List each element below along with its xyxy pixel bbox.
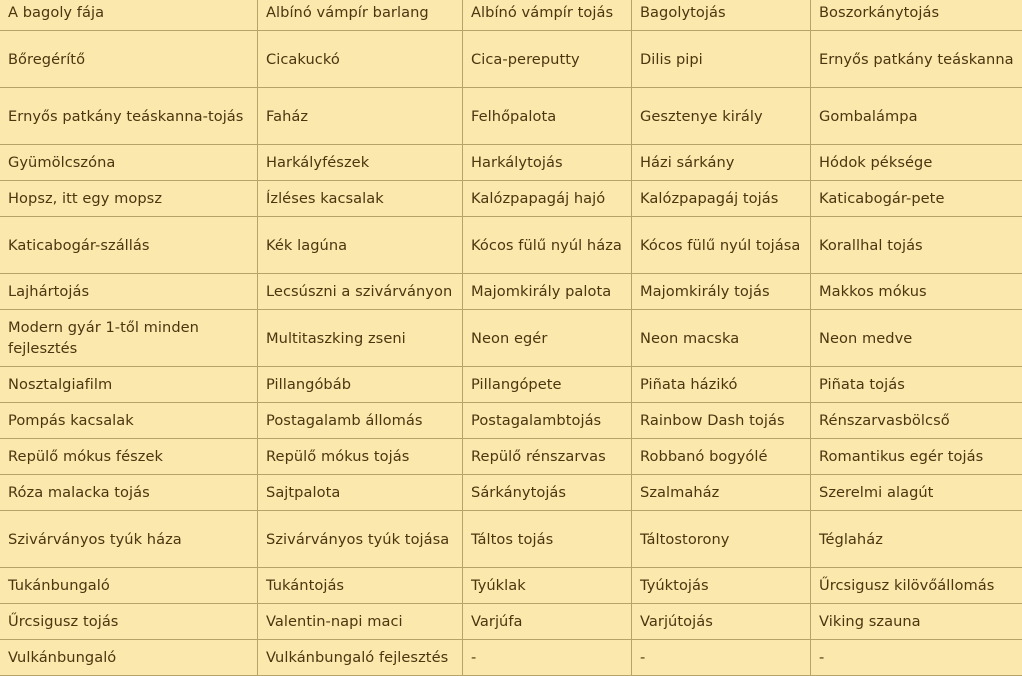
- table-cell: -: [463, 640, 632, 676]
- table-cell: Hopsz, itt egy mopsz: [0, 181, 258, 217]
- table-cell: Lecsúszni a szivárványon: [258, 274, 463, 310]
- table-cell: Sárkánytojás: [463, 475, 632, 511]
- table-cell: Bagolytojás: [632, 0, 811, 31]
- table-cell: Neon medve: [811, 310, 1022, 367]
- table-cell: Varjútojás: [632, 604, 811, 640]
- table-cell: Pompás kacsalak: [0, 403, 258, 439]
- table-cell: Vulkánbungaló: [0, 640, 258, 676]
- table-cell: Tukánbungaló: [0, 568, 258, 604]
- table-cell: Robbanó bogyólé: [632, 439, 811, 475]
- table-cell: Multitaszking zseni: [258, 310, 463, 367]
- table-cell: Vulkánbungaló fejlesztés: [258, 640, 463, 676]
- table-cell: Piñata tojás: [811, 367, 1022, 403]
- table-cell: Postagalambtojás: [463, 403, 632, 439]
- table-cell: Bőregérítő: [0, 31, 258, 88]
- table-cell: Hódok péksége: [811, 145, 1022, 181]
- table-cell: Kék lagúna: [258, 217, 463, 274]
- table-cell: Házi sárkány: [632, 145, 811, 181]
- table-cell: Korallhal tojás: [811, 217, 1022, 274]
- table-cell: Pillangópete: [463, 367, 632, 403]
- table-cell: Repülő rénszarvas: [463, 439, 632, 475]
- table-cell: Ízléses kacsalak: [258, 181, 463, 217]
- table-cell: Táltostorony: [632, 511, 811, 568]
- table-cell: Kócos fülű nyúl háza: [463, 217, 632, 274]
- table-cell: Majomkirály tojás: [632, 274, 811, 310]
- table-cell: Faház: [258, 88, 463, 145]
- table-cell: Szerelmi alagút: [811, 475, 1022, 511]
- table-row: [0, 274, 1022, 310]
- table-cell: Téglaház: [811, 511, 1022, 568]
- table-row: [0, 88, 1022, 145]
- table-row: [0, 145, 1022, 181]
- table-cell: Makkos mókus: [811, 274, 1022, 310]
- table-cell: Pillangóbáb: [258, 367, 463, 403]
- table-cell: Tukántojás: [258, 568, 463, 604]
- table-cell: Nosztalgiafilm: [0, 367, 258, 403]
- table-row: [0, 181, 1022, 217]
- table-row: [0, 568, 1022, 604]
- table-cell: Romantikus egér tojás: [811, 439, 1022, 475]
- table-cell: Postagalamb állomás: [258, 403, 463, 439]
- table-cell: Sajtpalota: [258, 475, 463, 511]
- table-cell: Viking szauna: [811, 604, 1022, 640]
- table-cell: Táltos tojás: [463, 511, 632, 568]
- table-cell: Modern gyár 1-től minden fejlesztés: [0, 310, 258, 367]
- table-cell: Lajhártojás: [0, 274, 258, 310]
- table-cell: Szivárványos tyúk háza: [0, 511, 258, 568]
- table-cell: Kalózpapagáj hajó: [463, 181, 632, 217]
- table-cell: Neon egér: [463, 310, 632, 367]
- table-cell: Ernyős patkány teáskanna-tojás: [0, 88, 258, 145]
- table-cell: Róza malacka tojás: [0, 475, 258, 511]
- table-cell: -: [811, 640, 1022, 676]
- table-cell: Piñata házikó: [632, 367, 811, 403]
- table-cell: Cicakuckó: [258, 31, 463, 88]
- table-cell: Gombalámpa: [811, 88, 1022, 145]
- table-cell: Harkályfészek: [258, 145, 463, 181]
- table-cell: Kócos fülű nyúl tojása: [632, 217, 811, 274]
- table-cell: Repülő mókus tojás: [258, 439, 463, 475]
- table-cell: Gyümölcszóna: [0, 145, 258, 181]
- table-row: [0, 31, 1022, 88]
- table-row: [0, 0, 1022, 31]
- table-cell: Dilis pipi: [632, 31, 811, 88]
- table-cell: Albínó vámpír barlang: [258, 0, 463, 31]
- table-cell: Repülő mókus fészek: [0, 439, 258, 475]
- table-row: [0, 310, 1022, 367]
- table-row: [0, 439, 1022, 475]
- table-cell: Rainbow Dash tojás: [632, 403, 811, 439]
- table-cell: A bagoly fája: [0, 0, 258, 31]
- table-cell: Cica-pereputty: [463, 31, 632, 88]
- table-cell: Ernyős patkány teáskanna: [811, 31, 1022, 88]
- table-cell: Űrcsigusz kilövőállomás: [811, 568, 1022, 604]
- table-cell: -: [632, 640, 811, 676]
- table-cell: Rénszarvasbölcső: [811, 403, 1022, 439]
- table-cell: Katicabogár-szállás: [0, 217, 258, 274]
- table-cell: Szalmaház: [632, 475, 811, 511]
- table-cell: Tyúklak: [463, 568, 632, 604]
- table-cell: Kalózpapagáj tojás: [632, 181, 811, 217]
- table-cell: Harkálytojás: [463, 145, 632, 181]
- table-cell: Felhőpalota: [463, 88, 632, 145]
- table-cell: Varjúfa: [463, 604, 632, 640]
- table-cell: Gesztenye király: [632, 88, 811, 145]
- table-row: [0, 511, 1022, 568]
- table-row: [0, 640, 1022, 676]
- table-cell: Katicabogár-pete: [811, 181, 1022, 217]
- table-cell: Albínó vámpír tojás: [463, 0, 632, 31]
- table-row: [0, 217, 1022, 274]
- table-cell: Majomkirály palota: [463, 274, 632, 310]
- table-cell: Boszorkánytojás: [811, 0, 1022, 31]
- table-row: [0, 403, 1022, 439]
- table-cell: Űrcsigusz tojás: [0, 604, 258, 640]
- table-row: [0, 475, 1022, 511]
- table-cell: Szivárványos tyúk tojása: [258, 511, 463, 568]
- table-cell: Tyúktojás: [632, 568, 811, 604]
- table-row: [0, 367, 1022, 403]
- table-cell: Valentin-napi maci: [258, 604, 463, 640]
- table-cell: Neon macska: [632, 310, 811, 367]
- table-row: [0, 604, 1022, 640]
